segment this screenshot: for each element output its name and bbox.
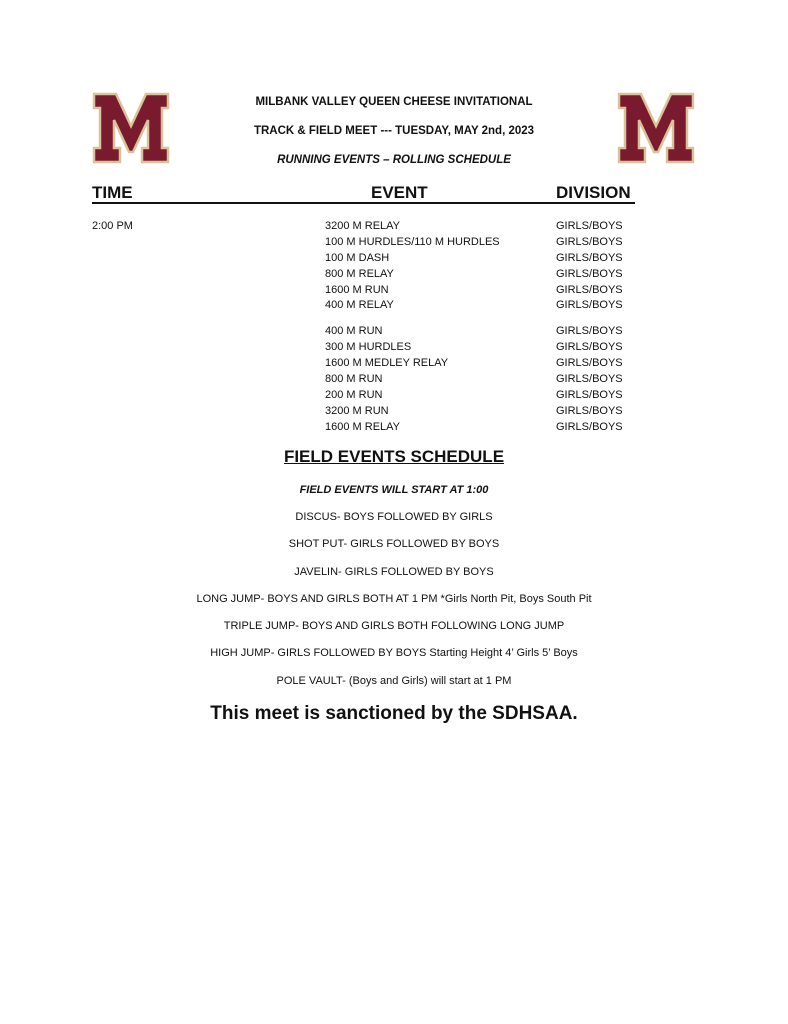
event-name: 400 M RELAY	[325, 299, 394, 312]
event-name: 100 M DASH	[325, 251, 390, 264]
event-division: GIRLS/BOYS	[556, 404, 623, 417]
event-division: GIRLS/BOYS	[556, 325, 623, 338]
event-division: GIRLS/BOYS	[556, 235, 623, 248]
field-event-line: LONG JUMP- BOYS AND GIRLS BOTH AT 1 PM *Girls North Pit, Boys South Pit	[196, 592, 592, 605]
start-time: 2:00 PM	[92, 220, 133, 232]
event-name: 800 M RELAY	[325, 267, 394, 280]
table-row	[0, 325, 788, 341]
field-event-line: HIGH JUMP- GIRLS FOLLOWED BY BOYS Starting Height 4’ Girls 5’ Boys	[210, 647, 578, 660]
table-row	[0, 405, 788, 421]
header-underline	[92, 202, 635, 204]
schedule-subtitle: RUNNING EVENTS – ROLLING SCHEDULE	[277, 154, 511, 166]
field-event-line: SHOT PUT- GIRLS FOLLOWED BY BOYS	[288, 538, 500, 551]
field-event-line: DISCUS- BOYS FOLLOWED BY GIRLS	[295, 511, 493, 523]
events-group-2	[0, 325, 788, 436]
event-division: GIRLS/BOYS	[556, 341, 623, 354]
event-name: 3200 M RUN	[325, 404, 389, 417]
event-name: 1600 M MEDLEY RELAY	[325, 357, 449, 370]
event-name: 1600 M RELAY	[325, 420, 401, 433]
column-header-event: EVENT	[371, 183, 428, 202]
event-division: GIRLS/BOYS	[556, 299, 623, 312]
table-row	[0, 252, 788, 268]
table-row	[0, 373, 788, 389]
field-events-start: FIELD EVENTS WILL START AT 1:00	[299, 484, 489, 496]
table-row	[0, 268, 788, 284]
event-name: 800 M RUN	[325, 373, 383, 386]
table-row	[0, 284, 788, 300]
group-gap	[0, 315, 788, 325]
event-division: GIRLS/BOYS	[556, 283, 623, 296]
column-header-division: DIVISION	[556, 183, 631, 202]
event-name: 300 M HURDLES	[325, 341, 412, 354]
table-row	[0, 341, 788, 357]
table-row	[0, 236, 788, 252]
table-row	[0, 357, 788, 373]
column-header-time: TIME	[92, 183, 133, 202]
event-division: GIRLS/BOYS	[556, 388, 623, 401]
table-row	[0, 220, 788, 236]
event-division: GIRLS/BOYS	[556, 420, 623, 433]
event-name: 400 M RUN	[325, 325, 383, 338]
field-event-line: TRIPLE JUMP- BOYS AND GIRLS BOTH FOLLOWING LONG JUMP	[223, 620, 565, 633]
table-row	[0, 299, 788, 315]
field-events-title: FIELD EVENTS SCHEDULE	[283, 447, 505, 466]
event-name: 1600 M RUN	[325, 283, 389, 296]
event-name: 200 M RUN	[325, 388, 383, 401]
field-events-list	[0, 511, 788, 702]
event-division: GIRLS/BOYS	[556, 267, 623, 280]
table-row	[0, 421, 788, 437]
events-group-1	[0, 220, 788, 315]
running-events-table	[0, 220, 788, 437]
event-division: GIRLS/BOYS	[556, 357, 623, 370]
field-event-line: JAVELIN- GIRLS FOLLOWED BY BOYS	[294, 565, 494, 578]
event-name: 3200 M RELAY	[325, 220, 401, 232]
event-division: GIRLS/BOYS	[556, 220, 623, 232]
event-division: GIRLS/BOYS	[556, 373, 623, 386]
table-row	[0, 389, 788, 405]
sanction-note: This meet is sanctioned by the SDHSAA.	[210, 703, 578, 724]
event-division: GIRLS/BOYS	[556, 251, 623, 264]
meet-date-line: TRACK & FIELD MEET --- TUESDAY, MAY 2nd, 2023	[253, 125, 535, 137]
event-name: 100 M HURDLES/110 M HURDLES	[325, 235, 500, 248]
field-event-line: POLE VAULT- (Boys and Girls) will start at 1 PM	[276, 674, 512, 687]
meet-title: MILBANK VALLEY QUEEN CHEESE INVITATIONAL	[255, 96, 533, 108]
